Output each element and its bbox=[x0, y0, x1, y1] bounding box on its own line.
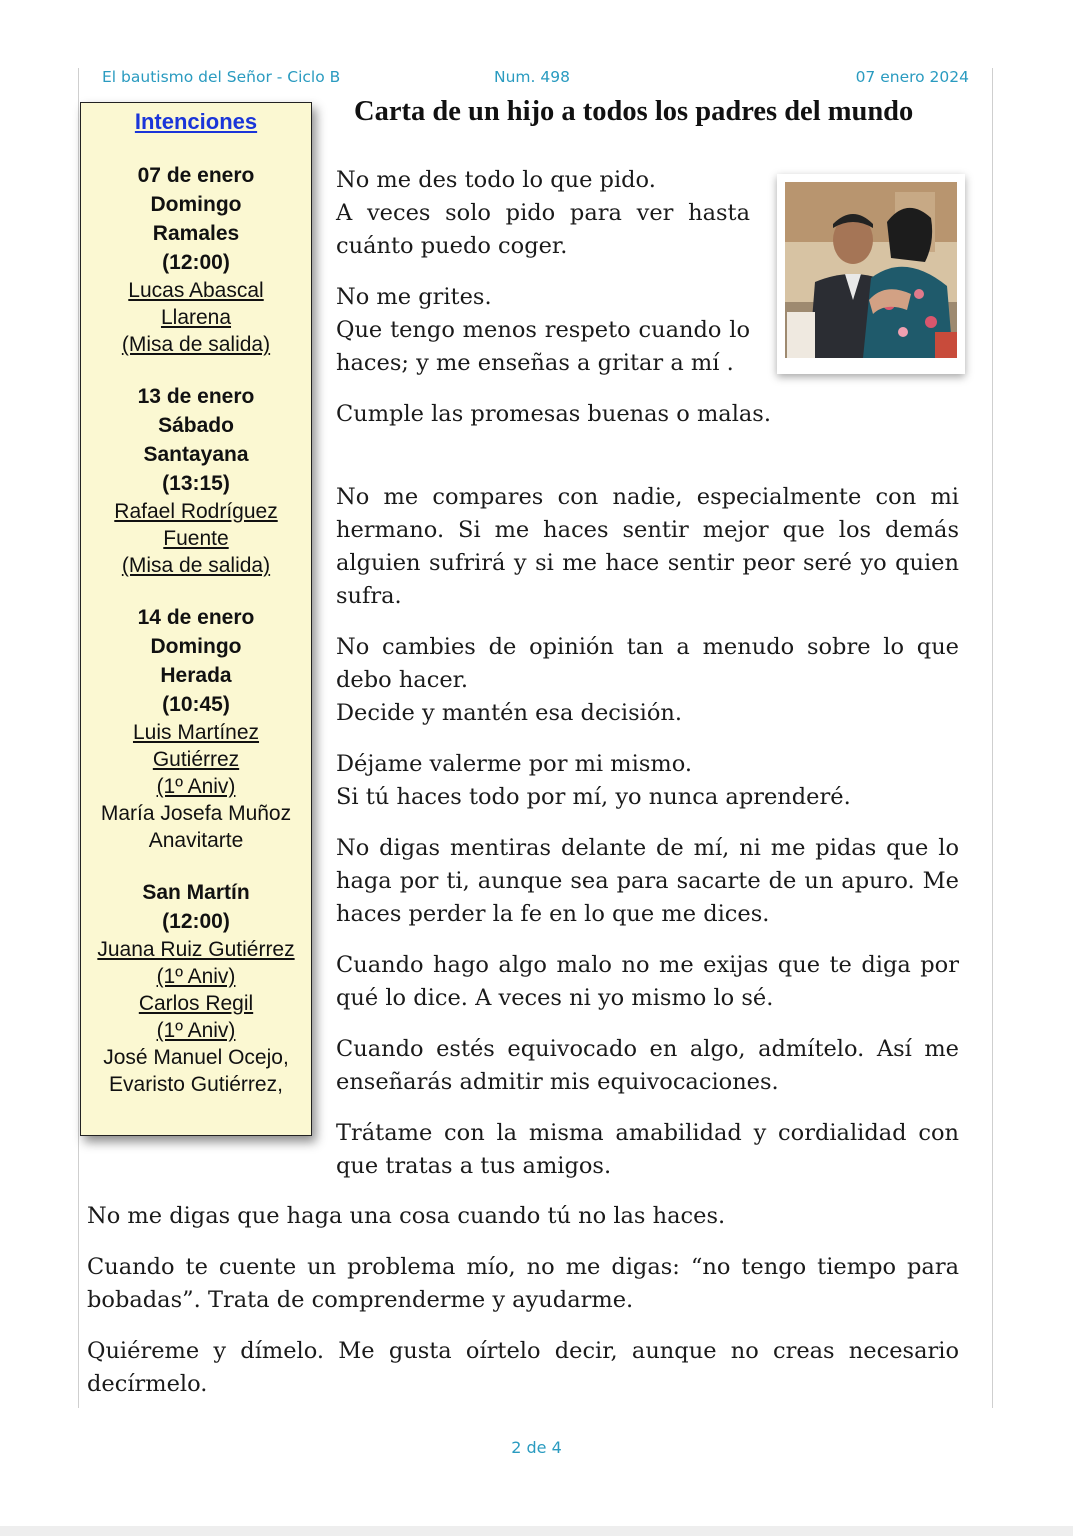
paragraph-line: Que tengo menos respeto cuando lo haces; y me enseñas a gritar a mí . bbox=[336, 317, 750, 376]
entry-place: Santayana bbox=[143, 443, 249, 466]
entry-name: Fuente bbox=[163, 527, 229, 550]
entry-date: 14 de enero bbox=[137, 606, 255, 629]
article-title: Carta de un hijo a todos los padres del mundo bbox=[354, 96, 914, 127]
entry-name: Evaristo Gutiérrez, bbox=[109, 1073, 283, 1096]
entry-place: San Martín bbox=[142, 881, 250, 904]
article-paragraph: Trátame con la misma amabilidad y cordialidad con que tratas a tus amigos. bbox=[336, 1120, 959, 1179]
article-paragraph: Cuando estés equivocado en algo, admítelo. Así me enseñarás admitir mis equivocaciones. bbox=[336, 1036, 959, 1095]
page-border-right bbox=[992, 68, 993, 1408]
article-paragraph: Cuando te cuente un problema mío, no me digas: “no tengo tiempo para bobadas”. Trata de comprenderme y ayudarme. bbox=[87, 1254, 959, 1313]
entry-name: Lucas Abascal bbox=[128, 279, 264, 302]
bottom-strip bbox=[0, 1526, 1073, 1536]
article-paragraph: Cuando hago algo malo no me exijas que te diga por qué lo dice. A veces ni yo mismo lo sé. bbox=[336, 952, 959, 1011]
entry-name: Anavitarte bbox=[148, 829, 244, 852]
header-date: 07 enero 2024 bbox=[855, 68, 969, 86]
entry-time: (12:00) bbox=[162, 251, 230, 274]
entry-name: Gutiérrez bbox=[152, 748, 240, 771]
intentions-sidebar bbox=[80, 102, 312, 1136]
entry-time: (12:00) bbox=[162, 910, 230, 933]
father-child-photo-icon bbox=[785, 182, 957, 358]
paragraph-line: No cambies de opinión tan a menudo sobre lo que debo hacer. bbox=[336, 634, 959, 693]
sidebar-title: Intenciones bbox=[134, 109, 258, 134]
entry-date: 07 de enero bbox=[137, 164, 255, 187]
page-number: 2 de 4 bbox=[511, 1438, 562, 1457]
entry-day: Sábado bbox=[158, 414, 234, 437]
article-paragraph bbox=[336, 164, 750, 263]
paragraph-line: No me grites. bbox=[336, 284, 492, 310]
article-paragraph bbox=[336, 281, 750, 380]
entry-name: Juana Ruiz Gutiérrez bbox=[97, 938, 295, 961]
article-paragraph: No me compares con nadie, especialmente con mi hermano. Si me haces sentir mejor que los demás alguien sufrirá y si me hace sentir peor seré yo quien sufra. bbox=[336, 484, 959, 609]
entry-note: (1º Aniv) bbox=[156, 775, 236, 798]
article-paragraph: Cumple las promesas buenas o malas. bbox=[336, 401, 772, 427]
entry-place: Herada bbox=[160, 664, 232, 687]
paragraph-line: Si tú haces todo por mí, yo nunca aprenderé. bbox=[336, 784, 851, 810]
entry-name: María Josefa Muñoz bbox=[100, 802, 292, 825]
intention-entry bbox=[81, 382, 311, 579]
header-issue-number: Num. 498 bbox=[494, 68, 570, 86]
article-paragraph: No me digas que haga una cosa cuando tú no las haces. bbox=[87, 1203, 726, 1229]
article-column-full bbox=[87, 1200, 959, 1419]
paragraph-line: A veces solo pido para ver hasta cuánto puedo coger. bbox=[336, 200, 750, 259]
entry-name: Llarena bbox=[160, 306, 232, 329]
entry-note: (1º Aniv) bbox=[156, 1019, 236, 1042]
header-section-title: El bautismo del Señor - Ciclo B bbox=[102, 68, 341, 86]
entry-note: (1º Aniv) bbox=[156, 965, 236, 988]
intention-entry bbox=[81, 161, 311, 358]
entry-name: Rafael Rodríguez bbox=[114, 500, 278, 523]
entry-day: Domingo bbox=[150, 193, 242, 216]
article-column-wide bbox=[336, 481, 959, 1201]
page-border-left bbox=[78, 68, 79, 1408]
entry-time: (10:45) bbox=[162, 693, 230, 716]
paragraph-line: No me des todo lo que pido. bbox=[336, 167, 656, 193]
article-photo bbox=[777, 174, 965, 374]
intention-entry bbox=[81, 603, 311, 854]
article-paragraph: No digas mentiras delante de mí, ni me pidas que lo haga por ti, aunque sea para sacarte de un apuro. Me haces perder la fe en lo que me dices. bbox=[336, 835, 959, 927]
entry-note: (Misa de salida) bbox=[121, 554, 271, 577]
article-paragraph bbox=[336, 748, 959, 814]
paragraph-line: Déjame valerme por mi mismo. bbox=[336, 751, 693, 777]
article-column-narrow bbox=[336, 164, 772, 449]
entry-time: (13:15) bbox=[162, 472, 230, 495]
entry-name: Carlos Regil bbox=[138, 992, 254, 1015]
entry-date: 13 de enero bbox=[137, 385, 255, 408]
entry-place: Ramales bbox=[152, 222, 240, 245]
entry-note: (Misa de salida) bbox=[121, 333, 271, 356]
entry-day: Domingo bbox=[150, 635, 242, 658]
article-paragraph: Quiéreme y dímelo. Me gusta oírtelo decir, aunque no creas necesario decírmelo. bbox=[87, 1338, 959, 1397]
intention-entry bbox=[81, 878, 311, 1098]
article-paragraph bbox=[336, 631, 959, 730]
entry-name: Luis Martínez bbox=[132, 721, 260, 744]
paragraph-line: Decide y mantén esa decisión. bbox=[336, 700, 683, 726]
entry-name: José Manuel Ocejo, bbox=[103, 1046, 289, 1069]
